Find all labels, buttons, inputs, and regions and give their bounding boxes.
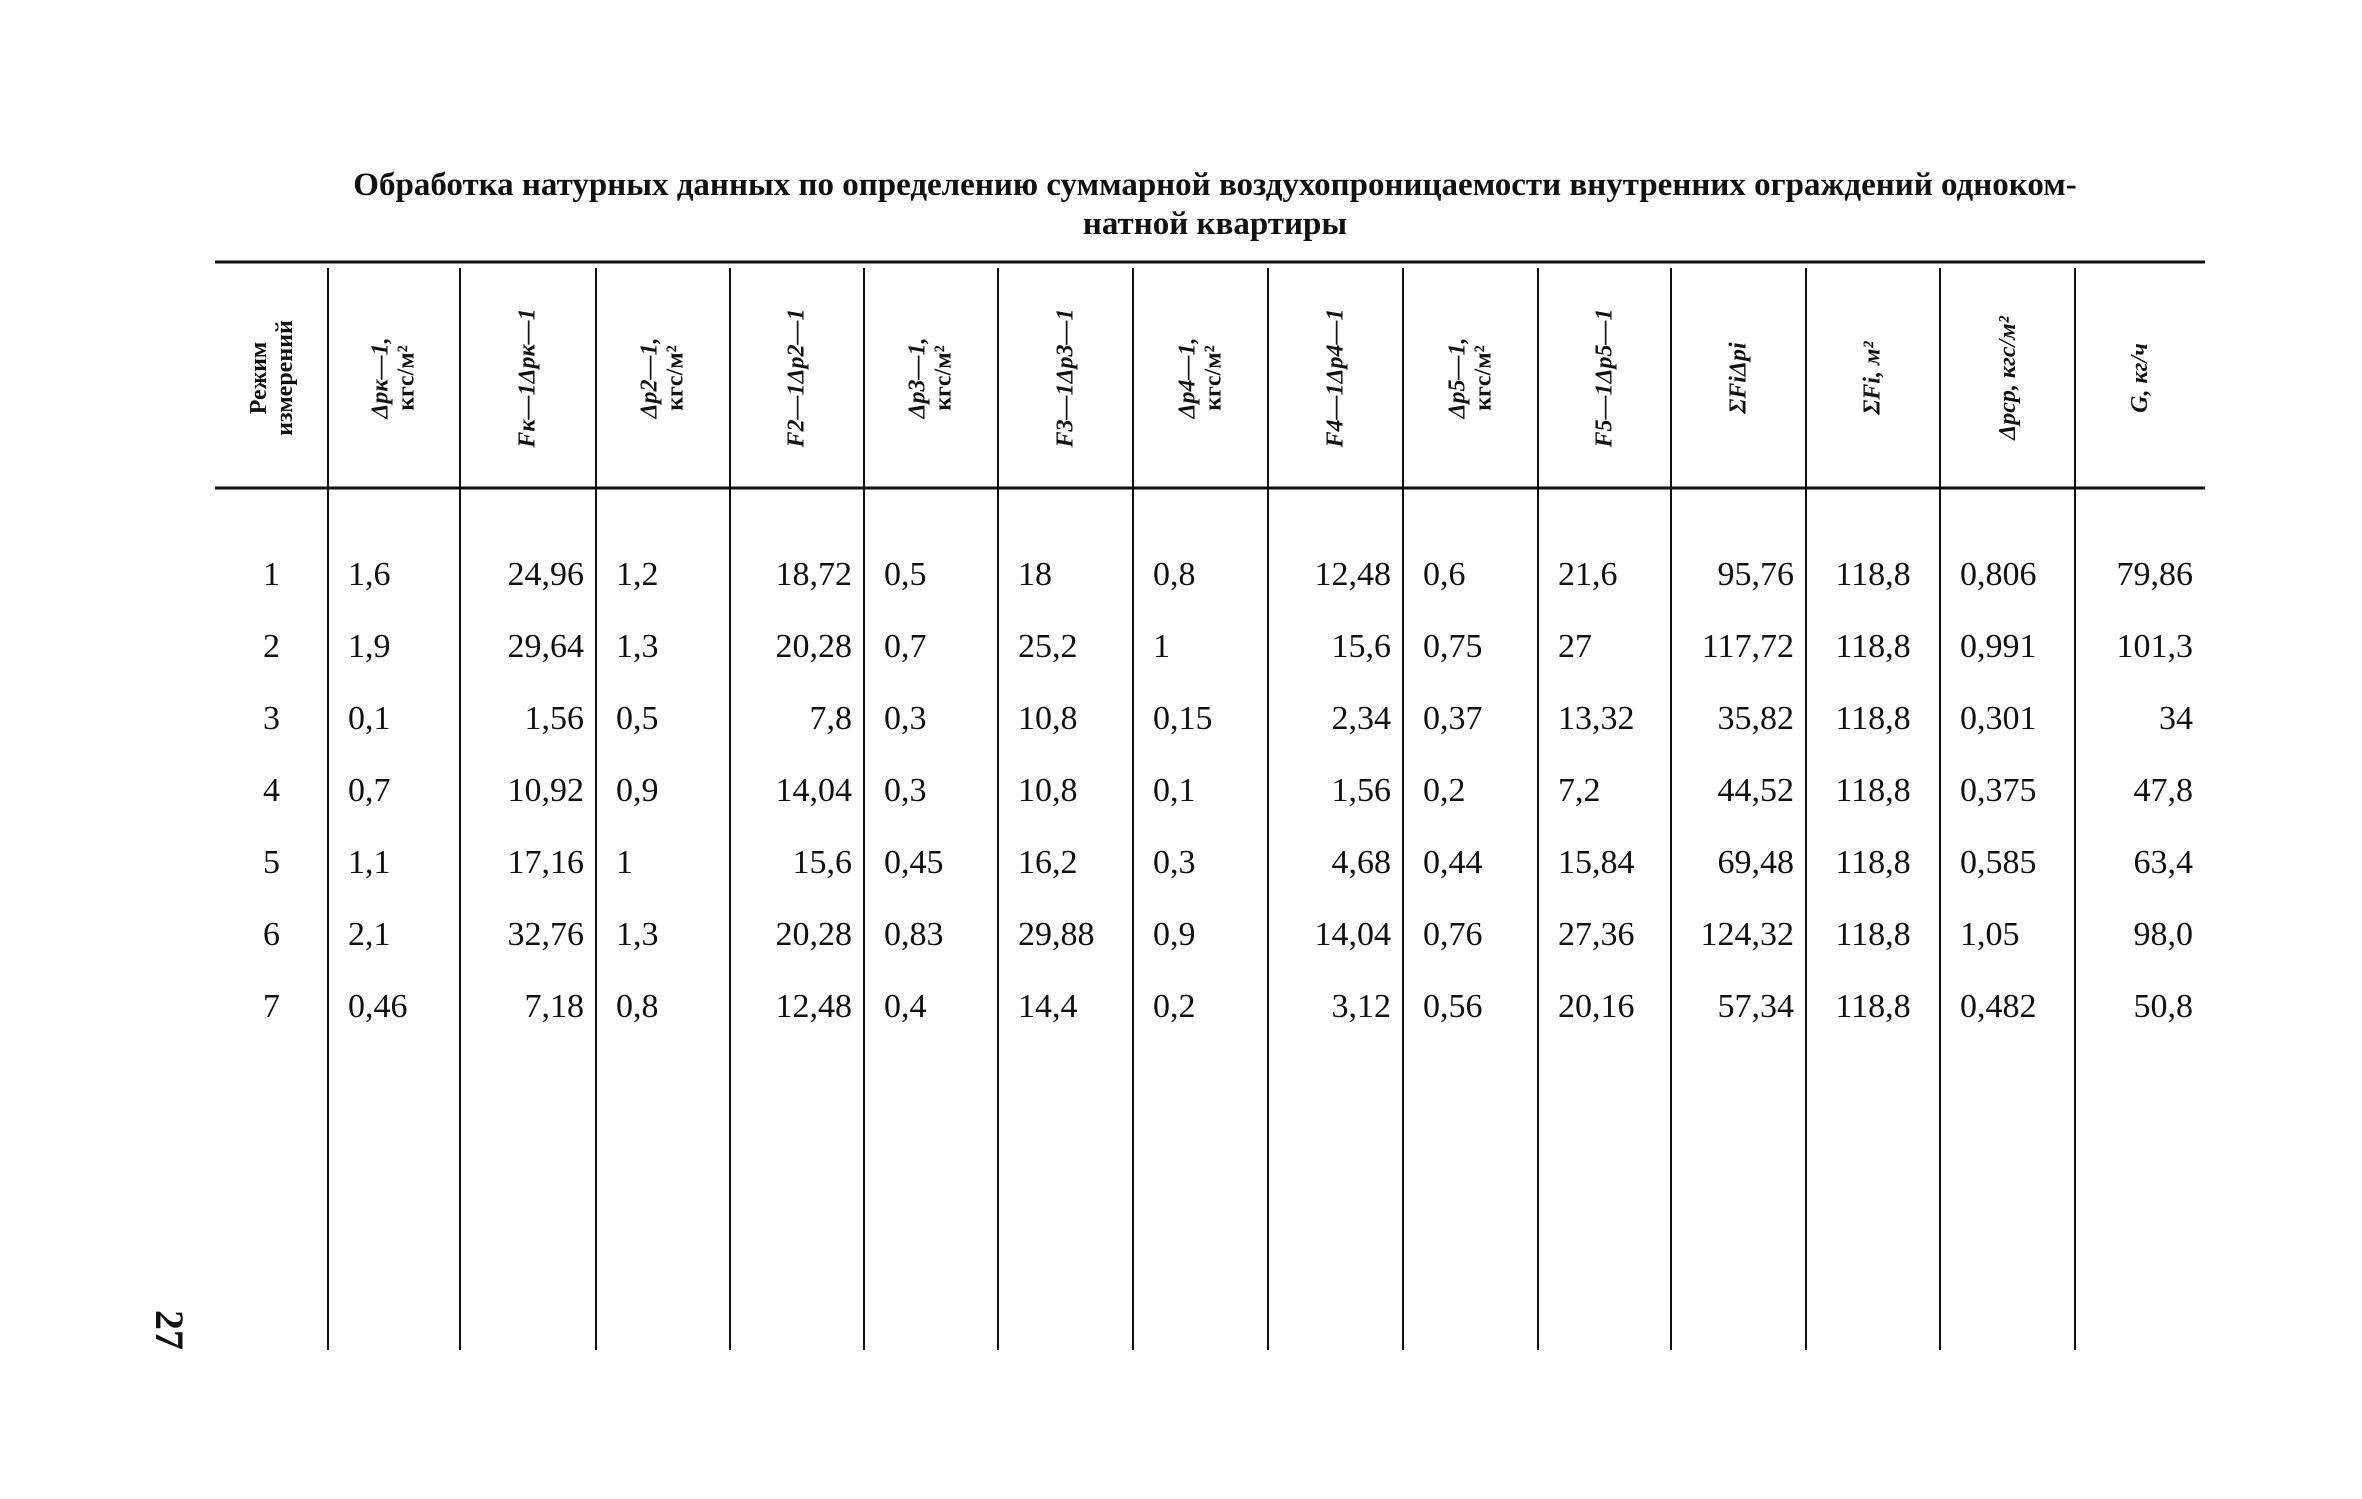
column-header-fk_dpk: [460, 268, 596, 488]
column-header-label: [515, 308, 541, 447]
table-cell: 0,9: [616, 772, 659, 809]
table-cell: 0,1: [348, 700, 391, 737]
table-cell: 0,75: [1423, 628, 1483, 665]
column-header-line1: Режим: [245, 341, 272, 415]
column-header-line2: кгс/м²: [1470, 345, 1497, 411]
table-cell: 0,45: [884, 844, 944, 881]
table-cell: 15,6: [792, 844, 852, 881]
table-cell: 79,86: [2116, 556, 2193, 593]
column-header-line2: кгс/м²: [930, 345, 957, 411]
table-cell: 124,32: [1700, 916, 1794, 953]
column-header-label: [368, 337, 420, 418]
column-header-label: [784, 308, 810, 447]
column-header-line1: Δp5—1,: [1444, 337, 1471, 419]
table-cell: 7,18: [524, 988, 584, 1025]
table-cell: 1: [1153, 628, 1170, 665]
column-header-line1: G, кг/ч: [2127, 343, 2153, 413]
column-header-label: [1323, 308, 1349, 447]
column-header-line1: Fк—1Δpк—1: [515, 308, 542, 448]
table-cell: 1,3: [616, 916, 659, 953]
column-header-line1: Δpк—1,: [368, 337, 394, 419]
table-cell: 117,72: [1701, 628, 1794, 665]
row-number: 2: [263, 628, 280, 665]
table-cell: 0,482: [1960, 988, 2037, 1025]
table-cell: 0,5: [616, 700, 659, 737]
table-cell: 34: [2159, 700, 2193, 737]
column-header-dp3: [864, 268, 998, 488]
column-header-label: [1174, 337, 1226, 418]
table-cell: 118,8: [1835, 556, 1911, 593]
table-cell: 0,2: [1153, 988, 1196, 1025]
column-header-line1: ΣFi, м²: [1859, 341, 1886, 415]
column-header-dpk: [328, 268, 460, 488]
table-cell: 18: [1018, 556, 1052, 593]
table-cell: 1,56: [524, 700, 584, 737]
table-cell: 12,48: [775, 988, 852, 1025]
table-cell: 2,34: [1331, 700, 1391, 737]
table-cell: 3,12: [1331, 988, 1391, 1025]
column-header-line1: ΣFiΔpi: [1725, 342, 1752, 414]
table-cell: 1: [616, 844, 633, 881]
table-cell: 0,8: [616, 988, 659, 1025]
table-cell: 20,16: [1558, 988, 1635, 1025]
table-cell: 0,301: [1960, 700, 2037, 737]
table-cell: 20,28: [775, 628, 852, 665]
table-cell: 1,3: [616, 628, 659, 665]
table-cell: 14,04: [775, 772, 852, 809]
column-header-sum_f_dp: [1671, 268, 1806, 488]
table-cell: 118,8: [1835, 772, 1911, 809]
table-cell: 7,8: [809, 700, 852, 737]
table-cell: 63,4: [2133, 844, 2193, 881]
table-cell: 1,56: [1331, 772, 1391, 809]
table-cell: 0,7: [348, 772, 391, 809]
column-header-line2: кгс/м²: [1200, 345, 1227, 411]
column-header-line1: Δpср, кгс/м²: [1994, 316, 2021, 440]
table-cell: 101,3: [2116, 628, 2193, 665]
table-cell: 2,1: [348, 916, 391, 953]
column-header-dp_avg: [1940, 268, 2075, 488]
row-number: 6: [263, 916, 280, 953]
row-number: 3: [263, 700, 280, 737]
column-header-line1: F5—1Δp5—1: [1591, 308, 1618, 448]
table-cell: 10,8: [1018, 700, 1078, 737]
table-cell: 69,48: [1717, 844, 1794, 881]
column-header-f2_dp2: [730, 268, 864, 488]
table-cell: 32,76: [507, 916, 584, 953]
table-cell: 118,8: [1835, 700, 1911, 737]
table-cell: 29,88: [1018, 916, 1095, 953]
row-number: 5: [263, 844, 280, 881]
column-header-dp5: [1403, 268, 1538, 488]
table-cell: 0,76: [1423, 916, 1483, 953]
table-cell: 44,52: [1717, 772, 1794, 809]
table-cell: 10,8: [1018, 772, 1078, 809]
column-header-label: [1726, 342, 1752, 413]
table-cell: 1,2: [616, 556, 659, 593]
column-header-line1: F3—1Δp3—1: [1052, 308, 1079, 448]
table-cell: 27,36: [1558, 916, 1635, 953]
table-title-line2: натной квартиры: [1082, 206, 1348, 242]
table-cell: 17,16: [507, 844, 584, 881]
table-cell: 0,375: [1960, 772, 2037, 809]
table-cell: 0,2: [1423, 772, 1466, 809]
table-cell: 0,7: [884, 628, 927, 665]
column-header-line1: Δp2—1,: [636, 337, 663, 419]
table-cell: 0,3: [884, 700, 927, 737]
table-cell: 15,6: [1331, 628, 1391, 665]
column-header-dp4: [1133, 268, 1268, 488]
table-cell: 21,6: [1558, 556, 1618, 593]
column-header-label: [1444, 337, 1496, 418]
column-header-line1: Δp4—1,: [1174, 337, 1201, 419]
table-cell: 15,84: [1558, 844, 1635, 881]
column-header-f3_dp3: [998, 268, 1133, 488]
page-number: 27: [147, 1310, 193, 1350]
column-header-line1: Δp3—1,: [904, 337, 931, 419]
table-cell: 1,05: [1960, 916, 2020, 953]
table-cell: 16,2: [1018, 844, 1078, 881]
table-cell: 95,76: [1717, 556, 1794, 593]
table-cell: 98,0: [2133, 916, 2193, 953]
column-header-dp2: [596, 268, 730, 488]
column-header-line2: кгс/м²: [394, 345, 420, 411]
column-header-line2: кгс/м²: [662, 345, 689, 411]
table-cell: 35,82: [1717, 700, 1794, 737]
table-cell: 0,46: [348, 988, 408, 1025]
column-header-f4_dp4: [1268, 268, 1403, 488]
table-cell: 7,2: [1558, 772, 1601, 809]
table-cell: 0,1: [1153, 772, 1196, 809]
column-header-mode: [215, 268, 328, 488]
table-cell: 1,1: [348, 844, 391, 881]
table-cell: 4,68: [1331, 844, 1391, 881]
table-cell: 0,8: [1153, 556, 1196, 593]
column-header-label: [1053, 308, 1079, 447]
table-cell: 18,72: [775, 556, 852, 593]
table-cell: 20,28: [775, 916, 852, 953]
row-number: 1: [263, 556, 280, 593]
column-header-label: [1860, 341, 1886, 414]
table-cell: 0,44: [1423, 844, 1483, 881]
table-cell: 0,15: [1153, 700, 1213, 737]
table-cell: 27: [1558, 628, 1592, 665]
column-header-g: [2075, 268, 2205, 488]
table-cell: 0,3: [884, 772, 927, 809]
table-cell: 118,8: [1835, 988, 1911, 1025]
table-cell: 0,9: [1153, 916, 1196, 953]
column-header-sum_f: [1806, 268, 1940, 488]
column-header-label: [1592, 308, 1618, 447]
table-cell: 118,8: [1835, 628, 1911, 665]
table-cell: 118,8: [1835, 916, 1911, 953]
table-cell: 47,8: [2133, 772, 2193, 809]
column-header-f5_dp5: [1538, 268, 1671, 488]
table-cell: 0,37: [1423, 700, 1483, 737]
table-cell: 12,48: [1314, 556, 1391, 593]
table-cell: 29,64: [507, 628, 584, 665]
table-cell: 0,991: [1960, 628, 2037, 665]
column-header-label: [1995, 316, 2021, 440]
column-header-line1: F2—1Δp2—1: [784, 308, 810, 448]
row-number: 7: [263, 988, 280, 1025]
table-cell: 0,4: [884, 988, 927, 1025]
table-cell: 0,3: [1153, 844, 1196, 881]
table-cell: 10,92: [507, 772, 584, 809]
column-header-line2: измерений: [271, 320, 298, 436]
table-cell: 50,8: [2133, 988, 2193, 1025]
table-cell: 13,32: [1558, 700, 1635, 737]
table-cell: 0,5: [884, 556, 927, 593]
table-cell: 25,2: [1018, 628, 1078, 665]
table-cell: 14,4: [1018, 988, 1078, 1025]
table-cell: 118,8: [1835, 844, 1911, 881]
column-header-line1: F4—1Δp4—1: [1322, 308, 1349, 448]
table-cell: 0,83: [884, 916, 944, 953]
column-header-label: [246, 320, 298, 436]
column-header-label: [2127, 343, 2153, 413]
table-cell: 57,34: [1717, 988, 1794, 1025]
table-title-line1: Обработка натурных данных по определению суммарной воздухопроницаемости внутренних ограждений одноком-: [353, 167, 2077, 203]
row-number: 4: [263, 772, 280, 809]
table-cell: 14,04: [1314, 916, 1391, 953]
table-cell: 1,9: [348, 628, 391, 665]
table-cell: 0,806: [1960, 556, 2037, 593]
table-cell: 0,6: [1423, 556, 1466, 593]
column-header-label: [905, 337, 957, 418]
table-cell: 0,585: [1960, 844, 2037, 881]
table-cell: 0,56: [1423, 988, 1483, 1025]
table-cell: 1,6: [348, 556, 391, 593]
table-cell: 24,96: [507, 556, 584, 593]
column-header-label: [637, 337, 689, 418]
